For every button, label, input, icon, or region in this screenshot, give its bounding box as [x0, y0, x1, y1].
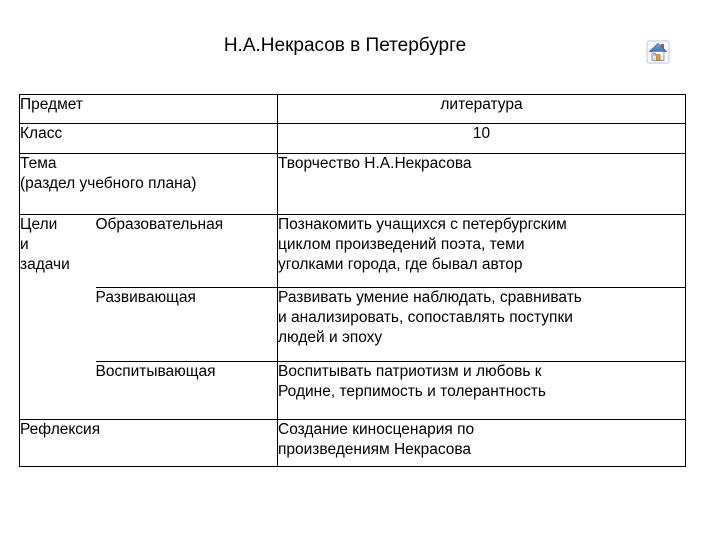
goal-type-educational: Образовательная: [96, 215, 278, 288]
home-icon[interactable]: [646, 40, 670, 64]
goal-text-line: и анализировать, сопоставлять поступки: [278, 309, 573, 326]
goals-label-line: Цели: [20, 216, 58, 233]
home-icon-graphic: [646, 40, 670, 64]
table-row-goal-developmental: [20, 288, 686, 362]
reflection-text-line: произведениям Некрасова: [278, 441, 472, 458]
goal-text-line: Воспитывать патриотизм и любовь к: [278, 363, 542, 380]
goal-text-upbringing: [278, 362, 686, 420]
goal-text-line: циклом произведений поэта, теми: [278, 236, 525, 253]
table-row-goal-upbringing: [20, 362, 686, 420]
goal-text-line: Познакомить учащихся с петербургским: [278, 216, 567, 233]
goals-label-line: и: [20, 236, 29, 253]
goals-label: [20, 215, 96, 420]
reflection-text-line: Создание киносценария по: [278, 421, 475, 438]
topic-label-line: (раздел учебного плана): [20, 175, 197, 192]
table-row-topic: [20, 154, 686, 215]
grade-label: Класс: [20, 124, 278, 154]
goal-text-developmental: [278, 288, 686, 362]
goal-type-upbringing: Воспитывающая: [96, 362, 278, 420]
goal-text-line: уголками города, где бывал автор: [278, 256, 523, 273]
reflection-text: [278, 420, 686, 467]
goal-text-line: людей и эпоху: [278, 329, 383, 346]
topic-label-line: Тема: [20, 155, 57, 172]
page-title: Н.А.Некрасов в Петербурге: [223, 35, 467, 56]
goal-type-developmental: Развивающая: [96, 288, 278, 362]
lesson-plan-table: [19, 94, 686, 467]
table-row-goal-educational: [20, 215, 686, 288]
subject-value: литература: [278, 95, 686, 124]
goal-text-educational: [278, 215, 686, 288]
goal-text-line: Развивать умение наблюдать, сравнивать: [278, 289, 582, 306]
subject-label: Предмет: [20, 95, 278, 124]
topic-label: [20, 154, 278, 215]
table-row-reflection: [20, 420, 686, 467]
goal-text-line: Родине, терпимость и толерантность: [278, 383, 547, 400]
topic-value: Творчество Н.А.Некрасова: [278, 154, 686, 215]
table-row-grade: [20, 124, 686, 154]
table-row-subject: [20, 95, 686, 124]
goals-label-line: задачи: [20, 256, 70, 273]
grade-value: 10: [278, 124, 686, 154]
reflection-label: Рефлексия: [20, 420, 278, 467]
